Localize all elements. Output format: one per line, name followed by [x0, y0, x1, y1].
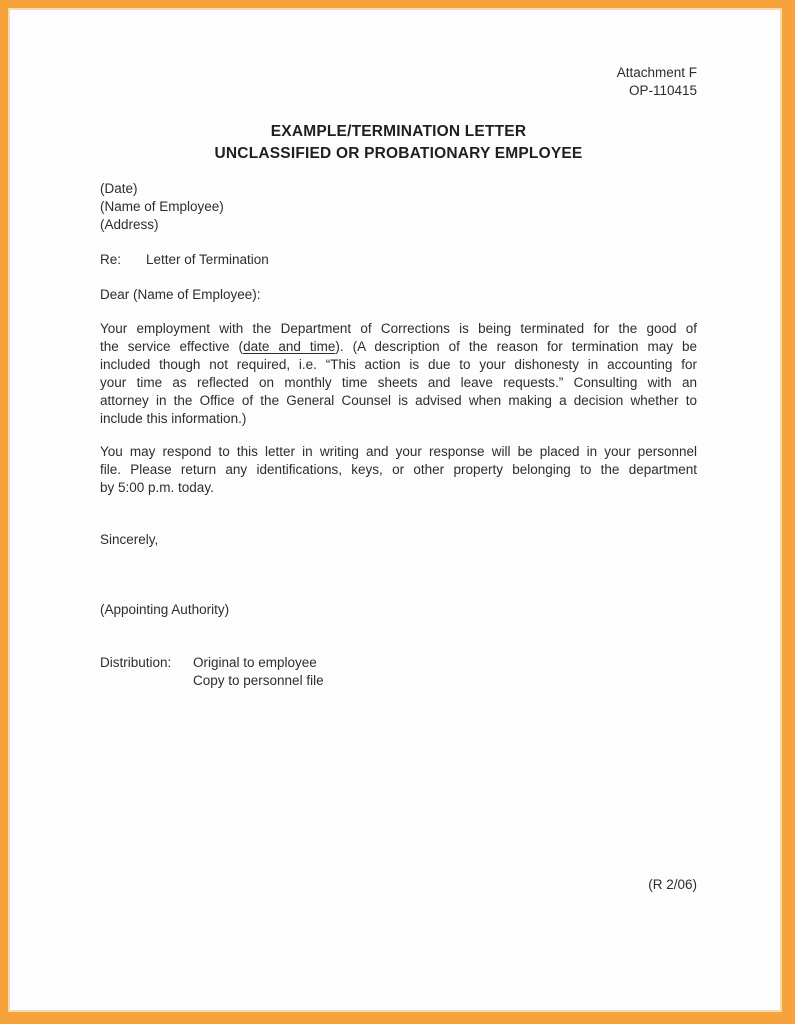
title-line-1: EXAMPLE/TERMINATION LETTER [270, 123, 527, 140]
distribution-label: Distribution: [100, 655, 172, 670]
subject-line [100, 251, 697, 269]
document-number: OP-110415 [628, 83, 697, 98]
attachment-label: Attachment F [616, 65, 697, 80]
document-reference [100, 64, 697, 100]
paragraph-line [100, 338, 697, 356]
title-line-2: UNCLASSIFIED OR PROBATIONARY EMPLOYEE [214, 145, 583, 162]
distribution-item: Copy to personnel file [193, 673, 324, 688]
distribution-list [193, 654, 324, 690]
distribution-block [100, 654, 697, 690]
paragraph-line: include this information.) [100, 411, 247, 426]
body-paragraph-1 [100, 320, 697, 428]
paragraph-line: your time as reflected on monthly time sheets and leave requests.” Consulting with an [100, 375, 697, 390]
line-segment: ). (A description of the reason for termination may be [335, 339, 698, 354]
paragraph-line: You may respond to this letter in writing and your response will be placed in your personnel [100, 444, 697, 459]
paragraph-line: attorney in the Office of the General Counsel is advised when making a decision whether to [100, 393, 697, 408]
subject-text: Letter of Termination [146, 252, 269, 267]
address-placeholder: (Address) [100, 217, 159, 232]
subject-label: Re: [100, 252, 122, 267]
salutation: Dear (Name of Employee): [100, 287, 261, 302]
document-title [100, 121, 697, 165]
date-placeholder: (Date) [100, 181, 138, 196]
signature-placeholder: (Appointing Authority) [100, 602, 230, 617]
line-segment: the service effective ( [100, 339, 244, 354]
revision-mark: (R 2/06) [648, 877, 697, 892]
letter-page [8, 8, 782, 1012]
closing-sincerely: Sincerely, [100, 532, 159, 547]
distribution-item: Original to employee [193, 655, 317, 670]
employee-name-placeholder: (Name of Employee) [100, 199, 224, 214]
underlined-date-time: date and time [243, 339, 336, 354]
paragraph-line: Your employment with the Department of Corrections is being terminated for the good of [100, 321, 697, 336]
body-paragraph-2 [100, 443, 697, 497]
paragraph-line: by 5:00 p.m. today. [100, 480, 214, 495]
paragraph-line: included though not required, i.e. “This action is due to your dishonesty in accounting for [100, 357, 697, 372]
recipient-block [100, 180, 697, 234]
paragraph-line: file. Please return any identifications, keys, or other property belonging to the department [100, 462, 697, 477]
